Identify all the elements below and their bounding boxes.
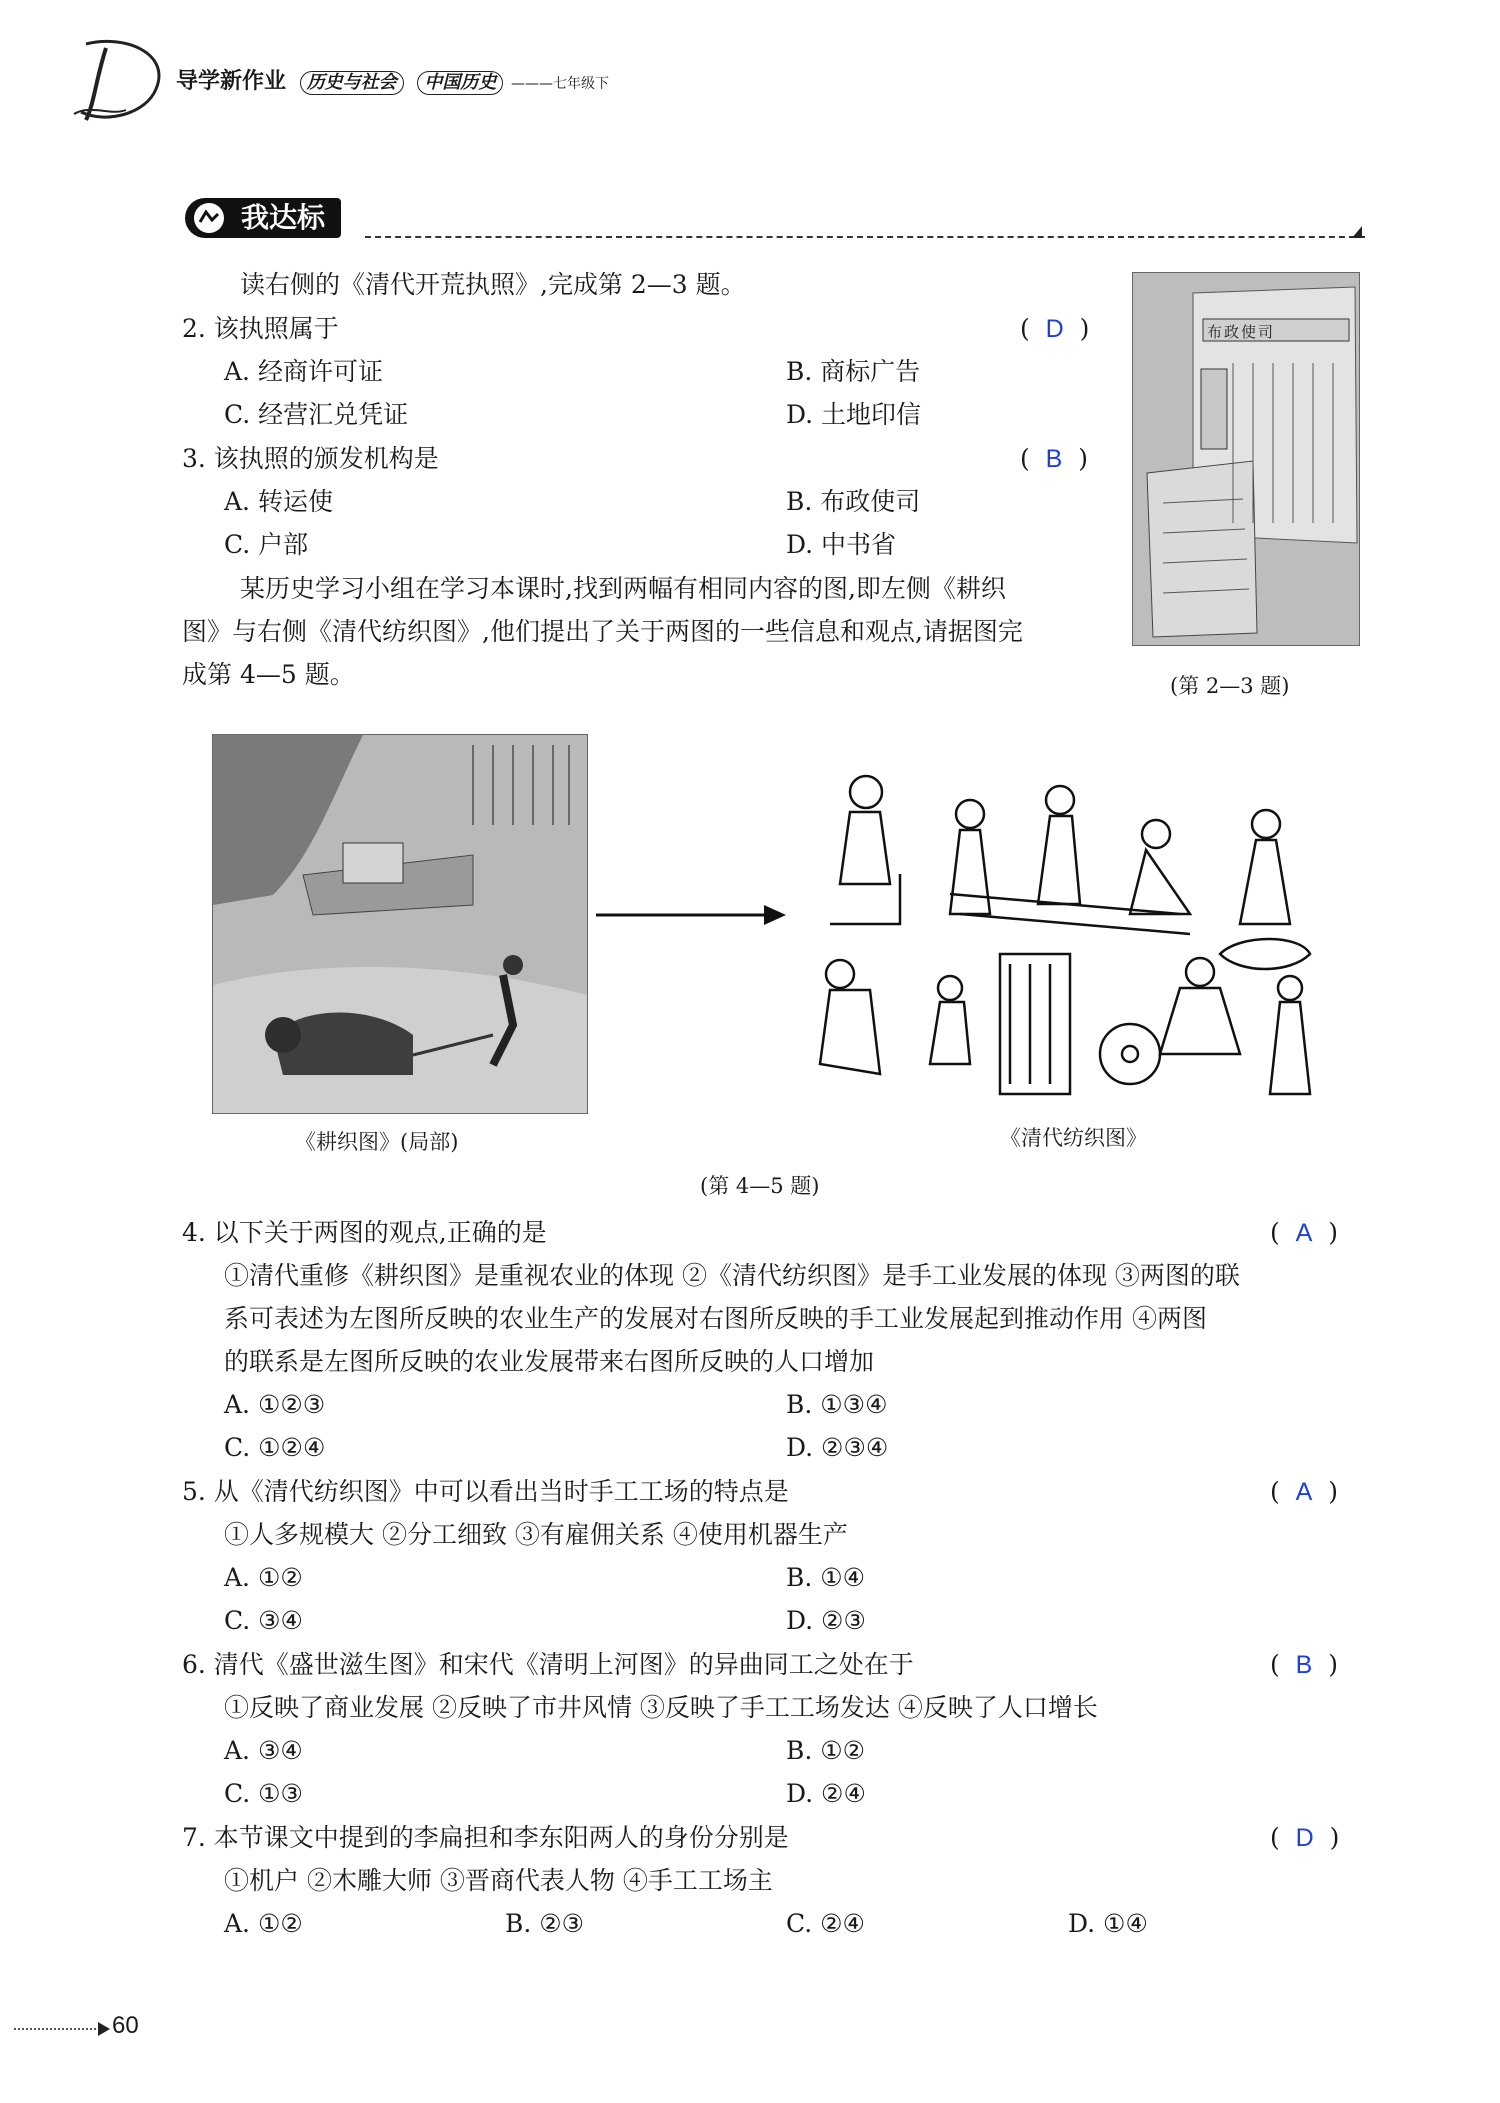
q4-stem: 4. 以下关于两图的观点,正确的是 xyxy=(182,1218,547,1247)
grade-label: ———七年级下 xyxy=(511,76,610,92)
footer-dotted-line xyxy=(14,2028,104,2030)
arrow-right-icon xyxy=(596,900,786,930)
q3-stem: 3. 该执照的颁发机构是 xyxy=(182,444,439,473)
q2-answer: D xyxy=(1045,315,1064,343)
q5-stem: 5. 从《清代纺织图》中可以看出当时手工工场的特点是 xyxy=(182,1477,789,1506)
q6-option-d: D. ②④ xyxy=(786,1779,866,1808)
q5-option-c: C. ③④ xyxy=(224,1606,303,1635)
header-title-bar xyxy=(176,64,609,95)
q2-option-c: C. 经营汇兑凭证 xyxy=(224,400,409,429)
license-seal-text: 布政使司 xyxy=(1207,323,1276,341)
book-title: 导学新作业 xyxy=(176,69,287,94)
q3-answer: B xyxy=(1045,445,1063,473)
q7-option-d: D. ①④ xyxy=(1068,1909,1148,1938)
q5-option-d: D. ②③ xyxy=(786,1606,866,1635)
q7-option-b: B. ②③ xyxy=(505,1909,585,1938)
q4-answer: A xyxy=(1295,1219,1313,1247)
q6-answer: B xyxy=(1295,1651,1313,1679)
q5-answer: A xyxy=(1295,1478,1313,1506)
intro-text-2-line3: 成第 4—5 题。 xyxy=(182,660,355,689)
q7-body: ①机户 ②木雕大师 ③晋商代表人物 ④手工工场主 xyxy=(224,1866,773,1895)
q2-stem: 2. 该执照属于 xyxy=(182,314,339,343)
q7-option-a: A. ①② xyxy=(224,1909,303,1938)
subject-badge-1: 历史与社会 xyxy=(300,71,404,95)
q4-option-c: C. ①②④ xyxy=(224,1433,326,1462)
subject-badge-2: 中国历史 xyxy=(417,71,503,95)
section-divider xyxy=(365,236,1365,238)
section-title: 我达标 xyxy=(241,201,326,234)
q4-option-d: D. ②③④ xyxy=(786,1433,889,1462)
footer-arrow-icon xyxy=(98,2022,110,2036)
intro-text-2-line1: 某历史学习小组在学习本课时,找到两幅有相同内容的图,即左侧《耕织 xyxy=(240,574,1006,603)
q6-answer-box: ( B ) xyxy=(1270,1650,1338,1679)
textile-caption: 《清代纺织图》 xyxy=(1000,1126,1147,1150)
q5-option-b: B. ①④ xyxy=(786,1563,866,1592)
publisher-logo xyxy=(66,34,176,126)
figure2-caption: (第 4—5 题) xyxy=(700,1174,820,1198)
q4-answer-box: ( A ) xyxy=(1270,1218,1338,1247)
q2-option-b: B. 商标广告 xyxy=(786,357,921,386)
qing-textile-drawing xyxy=(800,764,1334,1116)
license-photo xyxy=(1132,272,1360,646)
gengzhi-painting xyxy=(212,734,588,1114)
q6-body: ①反映了商业发展 ②反映了市井风情 ③反映了手工工场发达 ④反映了人口增长 xyxy=(224,1693,1098,1722)
q3-option-d: D. 中书省 xyxy=(786,530,897,559)
q7-stem: 7. 本节课文中提到的李扁担和李东阳两人的身份分别是 xyxy=(182,1823,789,1852)
q4-body-line3: 的联系是左图所反映的农业发展带来右图所反映的人口增加 xyxy=(224,1347,875,1376)
q5-body: ①人多规模大 ②分工细致 ③有雇佣关系 ④使用机器生产 xyxy=(224,1520,848,1549)
section-icon xyxy=(192,202,226,234)
gengzhi-painting-svg xyxy=(213,735,587,1113)
q2-option-a: A. 经商许可证 xyxy=(224,357,383,386)
page-number: 60 xyxy=(112,2012,139,2039)
q5-answer-box: ( A ) xyxy=(1270,1477,1338,1506)
q7-answer-box: ( D ) xyxy=(1270,1823,1340,1852)
q6-option-c: C. ①③ xyxy=(224,1779,303,1808)
q7-option-c: C. ②④ xyxy=(786,1909,865,1938)
q2-answer-box: ( D ) xyxy=(1020,314,1090,343)
q3-answer-box: ( B ) xyxy=(1020,444,1088,473)
q6-stem: 6. 清代《盛世滋生图》和宋代《清明上河图》的异曲同工之处在于 xyxy=(182,1650,914,1679)
q4-body-line2: 系可表述为左图所反映的农业生产的发展对右图所反映的手工业发展起到推动作用 ④两图 xyxy=(224,1304,1207,1333)
gengzhi-caption: 《耕织图》(局部) xyxy=(295,1130,459,1154)
figure1-caption: (第 2—3 题) xyxy=(1170,674,1290,698)
q7-answer: D xyxy=(1295,1824,1314,1852)
q6-option-b: B. ①② xyxy=(786,1736,866,1765)
q4-option-b: B. ①③④ xyxy=(786,1390,888,1419)
intro-text-1: 读右侧的《清代开荒执照》,完成第 2—3 题。 xyxy=(240,270,746,299)
q3-option-c: C. 户部 xyxy=(224,530,309,559)
textile-drawing-svg xyxy=(800,764,1334,1116)
divider-end-mark xyxy=(1352,226,1362,238)
q5-option-a: A. ①② xyxy=(224,1563,303,1592)
q4-body-line1: ①清代重修《耕织图》是重视农业的体现 ②《清代纺织图》是手工业发展的体现 ③两图的联 xyxy=(224,1261,1240,1290)
q3-option-a: A. 转运使 xyxy=(224,487,333,516)
q3-option-b: B. 布政使司 xyxy=(786,487,921,516)
q2-option-d: D. 土地印信 xyxy=(786,400,922,429)
q6-option-a: A. ③④ xyxy=(224,1736,303,1765)
intro-text-2-line2: 图》与右侧《清代纺织图》,他们提出了关于两图的一些信息和观点,请据图完 xyxy=(182,617,1023,646)
q4-option-a: A. ①②③ xyxy=(224,1390,326,1419)
